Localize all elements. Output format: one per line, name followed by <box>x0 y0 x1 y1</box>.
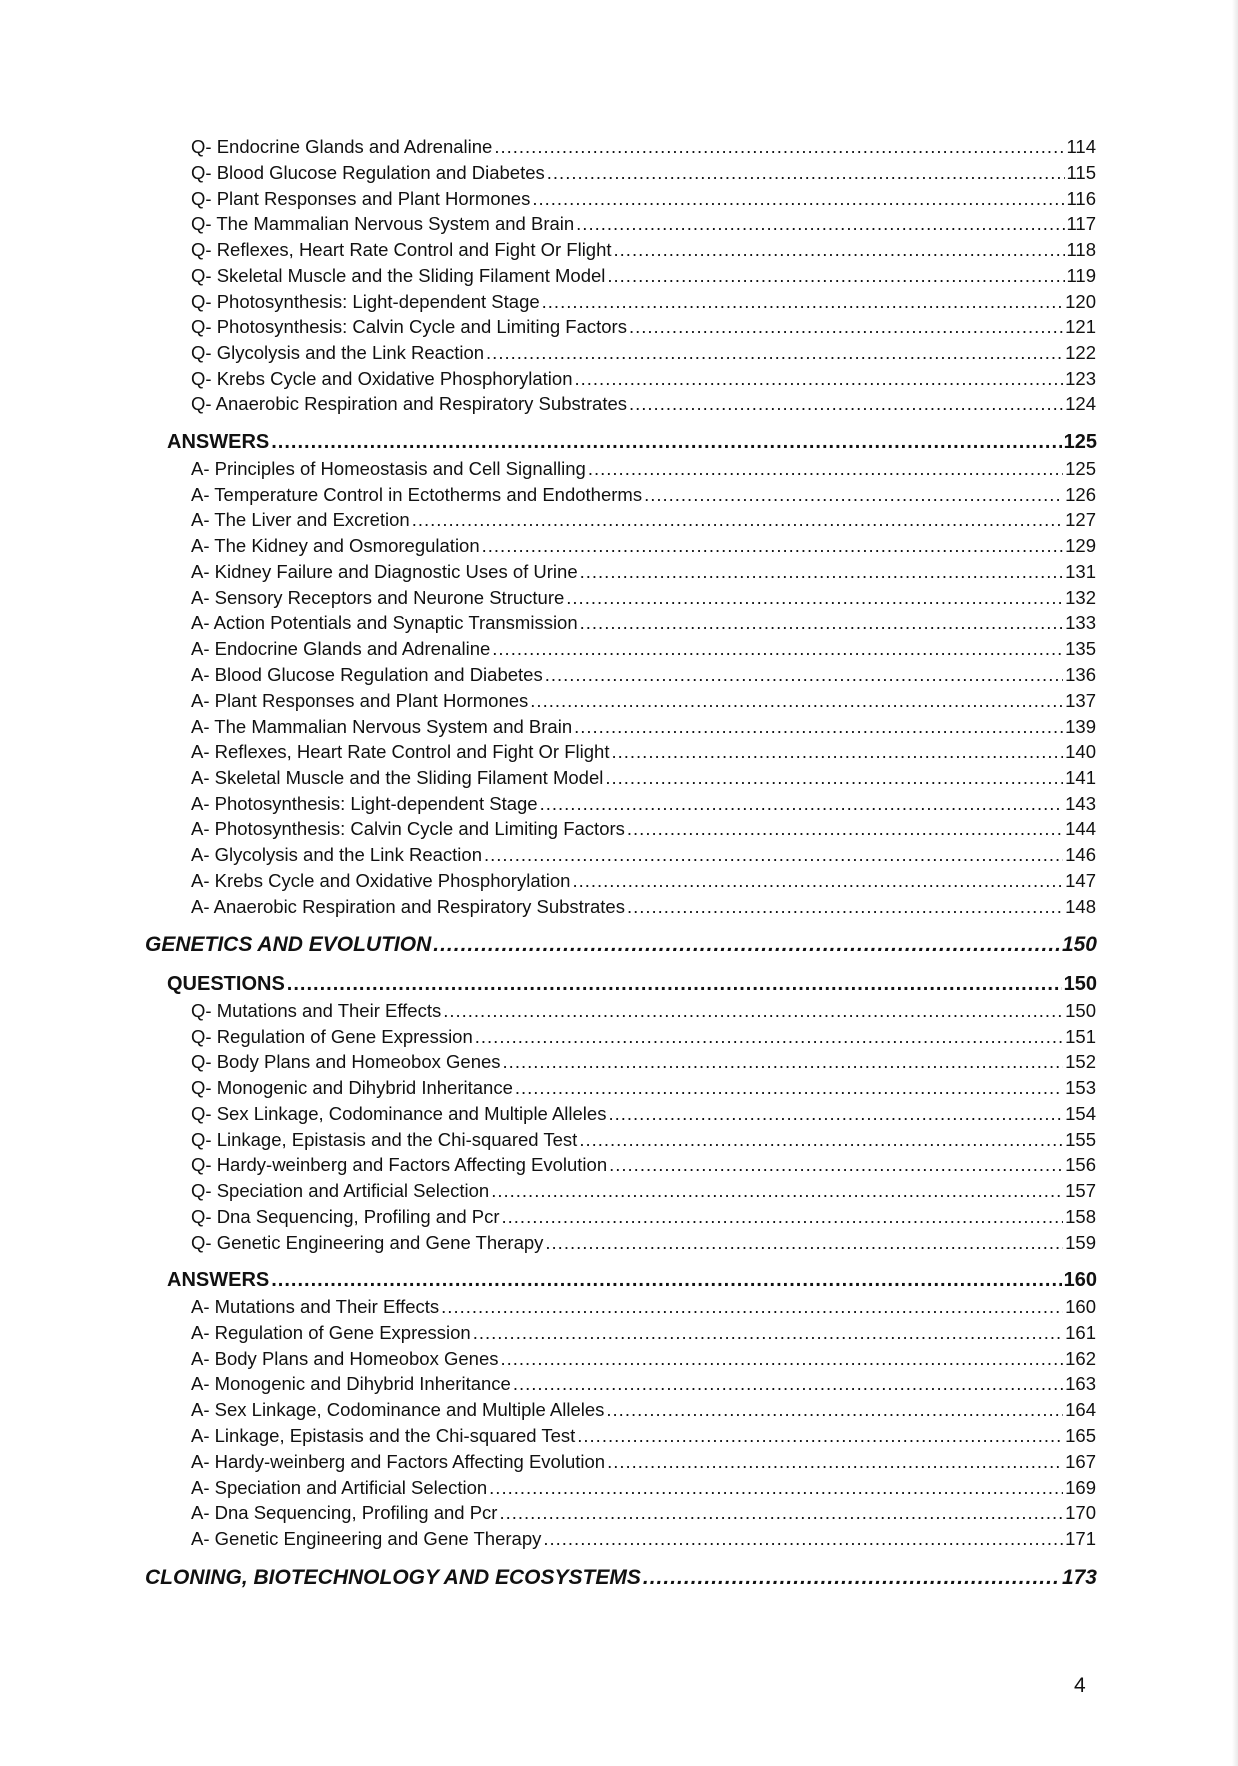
dot-leader <box>575 366 1064 391</box>
toc-entry-title: Q- Monogenic and Dihybrid Inheritance <box>191 1077 513 1098</box>
toc-entry-page: 136 <box>1065 664 1096 685</box>
dot-leader <box>609 1152 1063 1177</box>
toc-entry-page: 171 <box>1065 1528 1096 1549</box>
toc-entry-page: 156 <box>1065 1154 1096 1175</box>
toc-entry-page: 157 <box>1065 1180 1096 1201</box>
dot-leader <box>491 1178 1063 1203</box>
toc-entry-title: A- Speciation and Artificial Selection <box>191 1477 488 1498</box>
dot-leader <box>580 610 1063 635</box>
toc-entry[interactable] <box>191 391 1096 416</box>
toc-entry-title: A- Endocrine Glands and Adrenaline <box>191 638 491 659</box>
toc-entry[interactable] <box>191 211 1096 236</box>
dot-leader <box>484 842 1063 867</box>
dot-leader <box>412 507 1063 532</box>
toc-entry[interactable] <box>191 610 1096 635</box>
toc-entry-page: 129 <box>1065 535 1096 556</box>
dot-leader <box>629 391 1063 416</box>
toc-entry-page: 150 <box>1065 1000 1096 1021</box>
dot-leader <box>271 429 1061 456</box>
toc-entry-title: Q- Body Plans and Homeobox Genes <box>191 1051 501 1072</box>
dot-leader <box>614 237 1065 262</box>
dot-leader <box>433 930 1060 959</box>
toc-entry-page: 135 <box>1065 638 1096 659</box>
dot-leader <box>545 1230 1063 1255</box>
toc-entry-page: 125 <box>1065 458 1096 479</box>
toc-entry-title: Q- Dna Sequencing, Profiling and Pcr <box>191 1206 500 1227</box>
dot-leader <box>443 998 1063 1023</box>
dot-leader <box>532 186 1064 211</box>
toc-entry-page: 140 <box>1065 741 1096 762</box>
toc-entry-page: 159 <box>1065 1232 1096 1253</box>
toc-entry-title: A- Regulation of Gene Expression <box>191 1322 471 1343</box>
toc-entry[interactable] <box>191 1230 1096 1255</box>
toc-entry-page: 133 <box>1065 612 1096 633</box>
dot-leader <box>503 1049 1064 1074</box>
toc-entry[interactable] <box>191 533 1096 558</box>
dot-leader <box>545 662 1063 687</box>
toc-entry[interactable] <box>191 894 1096 919</box>
toc-entry[interactable] <box>191 765 1096 790</box>
dot-leader <box>579 1127 1063 1152</box>
toc-entry[interactable] <box>191 186 1096 211</box>
toc-entry[interactable] <box>191 1075 1096 1100</box>
toc-entry-page: 123 <box>1065 368 1096 389</box>
dot-leader <box>576 211 1064 236</box>
toc-entry-page: 143 <box>1065 793 1096 814</box>
dot-leader <box>441 1294 1063 1319</box>
toc-entry-title: ANSWERS <box>167 1269 270 1291</box>
toc-entry-title: A- Sex Linkage, Codominance and Multiple Alleles <box>191 1399 605 1420</box>
toc-entry-page: 165 <box>1065 1425 1096 1446</box>
toc-entry[interactable] <box>191 1294 1096 1319</box>
toc-entry-title: Q- Krebs Cycle and Oxidative Phosphorylation <box>191 368 573 389</box>
toc-entry-page: 122 <box>1065 342 1096 363</box>
toc-entry-title: A- Sensory Receptors and Neurone Structure <box>191 587 565 608</box>
toc-entry-page: 164 <box>1065 1399 1096 1420</box>
toc-entry-page: 162 <box>1065 1348 1096 1369</box>
toc-entry-page: 155 <box>1065 1129 1096 1150</box>
toc-entry[interactable] <box>191 482 1096 507</box>
toc-entry-title: Q- Anaerobic Respiration and Respiratory Substrates <box>191 393 627 414</box>
toc-entry[interactable] <box>191 816 1096 841</box>
dot-leader <box>643 1563 1060 1592</box>
toc-entry-page: 170 <box>1065 1502 1096 1523</box>
toc-entry[interactable] <box>191 998 1096 1023</box>
toc-entry[interactable] <box>191 1449 1096 1474</box>
toc-entry[interactable] <box>191 1127 1096 1152</box>
toc-entry-page: 153 <box>1065 1077 1096 1098</box>
toc-entry-title: Q- Plant Responses and Plant Hormones <box>191 188 531 209</box>
dot-leader <box>627 816 1063 841</box>
toc-entry[interactable] <box>191 507 1096 532</box>
toc-entry-page: 147 <box>1065 870 1096 891</box>
toc-entry-title: A- Plant Responses and Plant Hormones <box>191 690 529 711</box>
toc-entry-page: 114 <box>1066 136 1096 157</box>
toc-section-entry[interactable] <box>167 429 1097 456</box>
toc-entry-title: A- Photosynthesis: Light-dependent Stage <box>191 793 538 814</box>
toc-entry-title: Q- Hardy-weinberg and Factors Affecting Evolution <box>191 1154 608 1175</box>
toc-entry-page: 115 <box>1066 162 1096 183</box>
page-number: 4 <box>1074 1674 1086 1697</box>
toc-entry-page: 163 <box>1065 1373 1096 1394</box>
toc-entry-title: Q- Photosynthesis: Light-dependent Stage <box>191 291 540 312</box>
toc-entry[interactable] <box>191 160 1096 185</box>
toc-entry-page: 120 <box>1065 291 1096 312</box>
toc-entry-title: A- Kidney Failure and Diagnostic Uses of Urine <box>191 561 578 582</box>
dot-leader <box>530 688 1063 713</box>
dot-leader <box>492 636 1063 661</box>
toc-entry-page: 167 <box>1065 1451 1096 1472</box>
toc-entry-title: Q- The Mammalian Nervous System and Brain <box>191 213 575 234</box>
toc-entry-page: 139 <box>1065 716 1096 737</box>
toc-entry[interactable] <box>191 1371 1096 1396</box>
toc-entry[interactable] <box>191 1101 1096 1126</box>
dot-leader <box>502 1204 1064 1229</box>
toc-entry-page: 125 <box>1063 431 1097 453</box>
toc-entry-page: 141 <box>1065 767 1096 788</box>
dot-leader <box>577 1423 1063 1448</box>
dot-leader <box>608 1101 1063 1126</box>
toc-entry-title: A- Blood Glucose Regulation and Diabetes <box>191 664 543 685</box>
dot-leader <box>607 263 1064 288</box>
toc-entry-title: A- The Kidney and Osmoregulation <box>191 535 480 556</box>
toc-entry[interactable] <box>191 791 1096 816</box>
toc-entry-title: A- Body Plans and Homeobox Genes <box>191 1348 499 1369</box>
toc-entry-page: 173 <box>1061 1566 1097 1589</box>
dot-leader <box>489 1475 1063 1500</box>
toc-entry-title: Q- Regulation of Gene Expression <box>191 1026 473 1047</box>
toc-entry-title: A- Principles of Homeostasis and Cell Signalling <box>191 458 586 479</box>
toc-entry-title: A- Reflexes, Heart Rate Control and Fight Or Flight <box>191 741 610 762</box>
toc-entry[interactable] <box>191 237 1096 262</box>
toc-entry-title: A- Krebs Cycle and Oxidative Phosphorylation <box>191 870 571 891</box>
toc-entry-title: A- Dna Sequencing, Profiling and Pcr <box>191 1502 498 1523</box>
toc-entry[interactable] <box>191 1397 1096 1422</box>
toc-entry[interactable] <box>191 842 1096 867</box>
dot-leader <box>588 456 1063 481</box>
toc-entry-page: 119 <box>1066 265 1096 286</box>
toc-entry[interactable] <box>191 714 1096 739</box>
dot-leader <box>499 1500 1063 1525</box>
toc-entry[interactable] <box>191 314 1096 339</box>
toc-entry-page: 150 <box>1063 973 1097 995</box>
toc-entry-title: A- Skeletal Muscle and the Sliding Filament Model <box>191 767 604 788</box>
toc-entry-page: 116 <box>1066 188 1096 209</box>
toc-entry[interactable] <box>191 1204 1096 1229</box>
toc-entry[interactable] <box>191 662 1096 687</box>
toc-entry-title: Q- Reflexes, Heart Rate Control and Fight Or Flight <box>191 239 612 260</box>
toc-entry-page: 158 <box>1065 1206 1096 1227</box>
toc-entry-page: 127 <box>1065 509 1096 530</box>
toc-entry[interactable] <box>191 1526 1096 1551</box>
toc-entry[interactable] <box>191 134 1096 159</box>
toc-entry[interactable] <box>191 289 1096 314</box>
dot-leader <box>547 160 1065 185</box>
dot-leader <box>287 971 1062 998</box>
toc-entry-title: Q- Photosynthesis: Calvin Cycle and Limiting Factors <box>191 316 627 337</box>
toc-entry[interactable] <box>191 1423 1096 1448</box>
toc-entry-page: 150 <box>1061 933 1097 956</box>
toc-entry-page: 161 <box>1065 1322 1096 1343</box>
toc-entry-page: 132 <box>1065 587 1096 608</box>
toc-entry-page: 152 <box>1065 1051 1096 1072</box>
dot-leader <box>540 791 1064 816</box>
dot-leader <box>486 340 1063 365</box>
toc-entry-title: A- Glycolysis and the Link Reaction <box>191 844 482 865</box>
dot-leader <box>580 559 1064 584</box>
toc-entry-title: A- Anaerobic Respiration and Respiratory Substrates <box>191 896 625 917</box>
toc-entry-page: 118 <box>1066 239 1096 260</box>
toc-entry-title: A- The Mammalian Nervous System and Brain <box>191 716 573 737</box>
toc-entry[interactable] <box>191 340 1096 365</box>
toc-entry-title: ANSWERS <box>167 431 270 453</box>
toc-entry-title: Q- Glycolysis and the Link Reaction <box>191 342 485 363</box>
toc-entry-title: A- Hardy-weinberg and Factors Affecting Evolution <box>191 1451 606 1472</box>
dot-leader <box>542 289 1063 314</box>
dot-leader <box>515 1075 1063 1100</box>
toc-entry-title: Q- Skeletal Muscle and the Sliding Filament Model <box>191 265 606 286</box>
toc-entry-title: A- Action Potentials and Synaptic Transmission <box>191 612 578 633</box>
toc-entry-title: A- Temperature Control in Ectotherms and Endotherms <box>191 484 643 505</box>
toc-entry[interactable] <box>191 868 1096 893</box>
dot-leader <box>543 1526 1063 1551</box>
toc-entry-title: Q- Linkage, Epistasis and the Chi-squared Test <box>191 1129 578 1150</box>
dot-leader <box>473 1320 1063 1345</box>
dot-leader <box>607 1449 1063 1474</box>
toc-entry[interactable] <box>191 1024 1096 1049</box>
toc-entry-title: CLONING, BIOTECHNOLOGY AND ECOSYSTEMS <box>145 1566 641 1589</box>
dot-leader <box>611 739 1063 764</box>
toc-entry[interactable] <box>191 636 1096 661</box>
toc-entry[interactable] <box>191 1475 1096 1500</box>
toc-entry-page: 146 <box>1065 844 1096 865</box>
toc-entry-page: 154 <box>1065 1103 1096 1124</box>
toc-entry-title: A- Photosynthesis: Calvin Cycle and Limiting Factors <box>191 818 625 839</box>
dot-leader <box>572 868 1063 893</box>
dot-leader <box>494 134 1064 159</box>
toc-entry-title: QUESTIONS <box>167 973 285 995</box>
dot-leader <box>475 1024 1063 1049</box>
toc-entry[interactable] <box>191 688 1096 713</box>
toc-entry[interactable] <box>191 456 1096 481</box>
toc-entry-title: A- The Liver and Excretion <box>191 509 410 530</box>
toc-entry-page: 160 <box>1065 1296 1096 1317</box>
toc-entry-page: 148 <box>1065 896 1096 917</box>
toc-entry[interactable] <box>191 1152 1096 1177</box>
dot-leader <box>271 1267 1061 1294</box>
toc-entry-title: A- Linkage, Epistasis and the Chi-squared Test <box>191 1425 576 1446</box>
dot-leader <box>500 1346 1063 1371</box>
toc-entry-page: 169 <box>1065 1477 1096 1498</box>
toc-entry[interactable] <box>191 1178 1096 1203</box>
dot-leader <box>627 894 1063 919</box>
toc-entry[interactable] <box>191 1500 1096 1525</box>
toc-entry-title: A- Genetic Engineering and Gene Therapy <box>191 1528 542 1549</box>
page-edge-shadow <box>1232 0 1238 1766</box>
toc-entry-page: 117 <box>1066 213 1096 234</box>
toc-chapter-entry[interactable] <box>145 930 1097 959</box>
toc-entry-title: Q- Speciation and Artificial Selection <box>191 1180 490 1201</box>
toc-entry-title: Q- Blood Glucose Regulation and Diabetes <box>191 162 545 183</box>
toc-section-entry[interactable] <box>167 1267 1097 1294</box>
toc-entry-title: Q- Genetic Engineering and Gene Therapy <box>191 1232 544 1253</box>
toc-entry-page: 121 <box>1065 316 1096 337</box>
dot-leader <box>482 533 1063 558</box>
dot-leader <box>629 314 1063 339</box>
toc-entry-title: GENETICS AND EVOLUTION <box>145 933 432 956</box>
toc-entry-page: 124 <box>1065 393 1096 414</box>
toc-entry[interactable] <box>191 739 1096 764</box>
toc-chapter-entry[interactable] <box>145 1563 1097 1592</box>
toc-entry-title: Q- Endocrine Glands and Adrenaline <box>191 136 493 157</box>
dot-leader <box>574 714 1063 739</box>
toc-entry-page: 144 <box>1065 818 1096 839</box>
dot-leader <box>605 765 1063 790</box>
dot-leader <box>566 585 1063 610</box>
toc-entry-title: A- Monogenic and Dihybrid Inheritance <box>191 1373 511 1394</box>
toc-entry[interactable] <box>191 263 1096 288</box>
toc-entry-page: 137 <box>1065 690 1096 711</box>
toc-entry[interactable] <box>191 559 1096 584</box>
toc-entry-title: A- Mutations and Their Effects <box>191 1296 440 1317</box>
toc-entry-page: 160 <box>1063 1269 1097 1291</box>
toc-entry[interactable] <box>191 585 1096 610</box>
toc-entry-page: 151 <box>1065 1026 1096 1047</box>
toc-entry-page: 131 <box>1065 561 1096 582</box>
dot-leader <box>606 1397 1063 1422</box>
toc-entry[interactable] <box>191 1320 1096 1345</box>
toc-entry-title: Q- Sex Linkage, Codominance and Multiple Alleles <box>191 1103 607 1124</box>
toc-entry[interactable] <box>191 366 1096 391</box>
toc-entry[interactable] <box>191 1346 1096 1371</box>
toc-entry-page: 126 <box>1065 484 1096 505</box>
dot-leader <box>513 1371 1063 1396</box>
toc-section-entry[interactable] <box>167 971 1097 998</box>
toc-entry[interactable] <box>191 1049 1096 1074</box>
dot-leader <box>644 482 1063 507</box>
toc-entry-title: Q- Mutations and Their Effects <box>191 1000 442 1021</box>
